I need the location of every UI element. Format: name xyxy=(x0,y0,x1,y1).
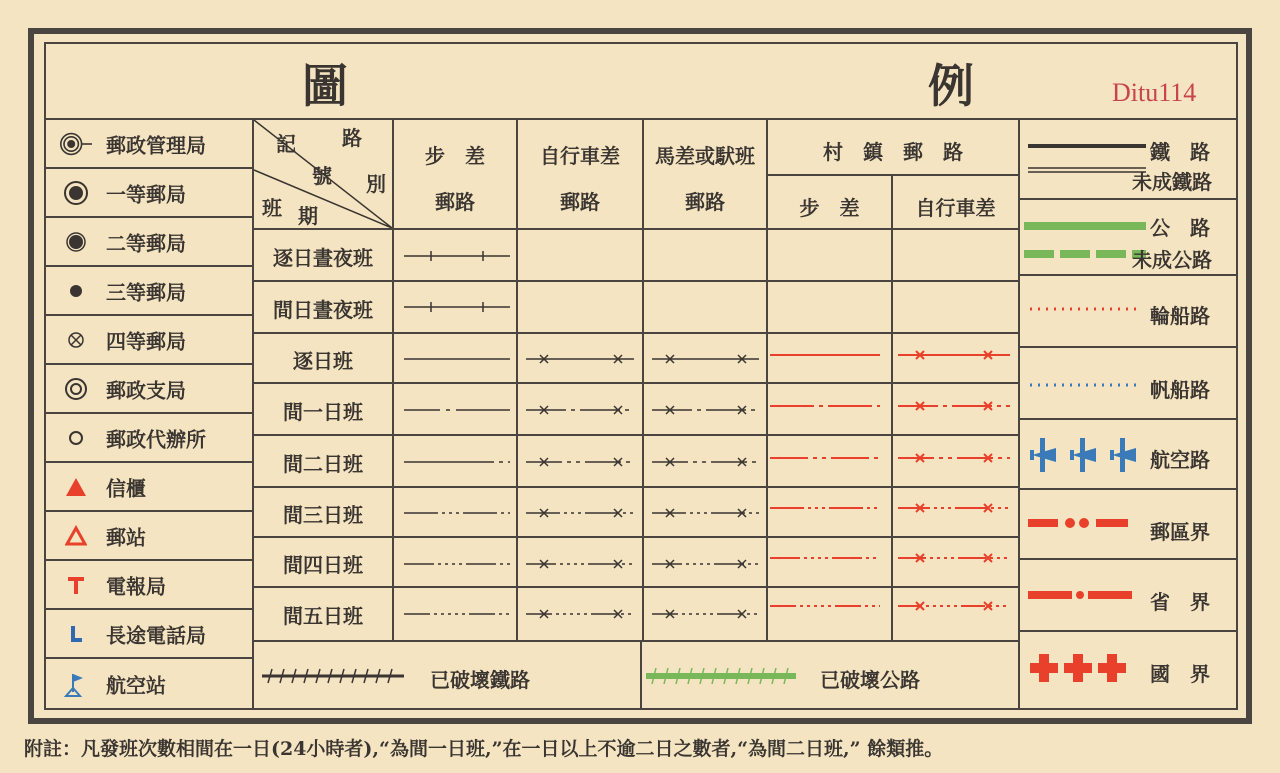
header-bicycle-line2: 郵路 xyxy=(560,190,600,214)
legend-label: 三等郵局 xyxy=(106,280,186,304)
province-boundary-symbol xyxy=(1028,588,1138,602)
first-class-post-office-icon xyxy=(60,177,92,209)
sailboat-symbol xyxy=(1030,380,1140,390)
legend-row xyxy=(46,267,252,316)
legend-label: 長途電話局 xyxy=(106,623,206,647)
postal-branch-icon xyxy=(60,373,92,405)
legend-row xyxy=(46,463,252,512)
row-label: 間日晝夜班 xyxy=(273,298,373,322)
corner-label-ji: 記 xyxy=(276,132,296,156)
postal-district-symbol xyxy=(1028,516,1138,530)
bottom-divider xyxy=(640,642,642,708)
header-foot-line1: 步 差 xyxy=(425,144,485,168)
corner-label-hao: 號 xyxy=(312,164,332,188)
postal-route-grid xyxy=(254,120,1018,640)
row-label: 逐日班 xyxy=(293,349,353,373)
airplane-icon xyxy=(1026,434,1144,476)
railway-symbol xyxy=(1028,138,1146,178)
postal-administration-icon xyxy=(60,128,92,160)
legend-row xyxy=(46,561,252,610)
legend-label: 二等郵局 xyxy=(106,231,186,255)
destroyed-railway-symbol xyxy=(262,666,404,686)
destroyed-highway-symbol xyxy=(646,666,796,686)
row-label: 間五日班 xyxy=(283,604,363,628)
telegraph-office-icon xyxy=(60,569,92,601)
long-distance-telephone-icon xyxy=(60,618,92,650)
postal-station-icon xyxy=(60,520,92,552)
steamship-symbol xyxy=(1030,304,1140,314)
legend-label: 一等郵局 xyxy=(106,182,186,206)
legend-row-national xyxy=(1020,632,1236,708)
title-char-1: 圖 xyxy=(302,59,350,113)
legend-label: 郵政代辦所 xyxy=(106,427,206,451)
province-label: 省 界 xyxy=(1150,590,1210,614)
legend-row-railway xyxy=(1020,120,1236,200)
legend-row xyxy=(46,169,252,218)
national-boundary-symbol xyxy=(1030,654,1130,684)
row-label: 逐日晝夜班 xyxy=(273,246,373,270)
railway-unfinished-label: 未成鐵路 xyxy=(1132,170,1212,194)
post-office-legend xyxy=(46,120,254,708)
air-station-icon xyxy=(60,668,92,700)
footnote: 附註：凡發班次數相間在一日(24小時者),“為間一日班,”在一日以上不逾二日之數者,“為間二日班,” 餘類推。 xyxy=(24,738,944,760)
legend-row-airway xyxy=(1020,420,1236,490)
national-label: 國 界 xyxy=(1150,662,1210,686)
legend-row-postal-district xyxy=(1020,490,1236,560)
title-char-2: 例 xyxy=(928,59,976,113)
corner-label-lu: 路 xyxy=(342,126,362,150)
row-label: 間一日班 xyxy=(283,400,363,424)
legend-row xyxy=(46,365,252,414)
corner-label-ban: 班 xyxy=(262,196,282,220)
legend-label: 信櫃 xyxy=(106,476,146,500)
legend-row xyxy=(46,659,252,708)
watermark: Ditu114 xyxy=(1112,78,1197,107)
second-class-post-office-icon xyxy=(60,226,92,258)
legend-label: 郵站 xyxy=(106,525,146,549)
legend-label: 四等郵局 xyxy=(106,329,186,353)
postal-agency-icon xyxy=(60,422,92,454)
steamship-label: 輪船路 xyxy=(1150,304,1210,328)
row-label: 間二日班 xyxy=(283,452,363,476)
legend-label: 郵政支局 xyxy=(106,378,186,402)
legend-row-sailboat xyxy=(1020,348,1236,420)
header-bicycle-line1: 自行車差 xyxy=(540,144,620,168)
airway-label: 航空路 xyxy=(1150,448,1210,472)
legend-row xyxy=(46,414,252,463)
header-village: 村 鎮 郵 路 xyxy=(823,140,963,164)
fourth-class-post-office-icon xyxy=(60,324,92,356)
third-class-post-office-icon xyxy=(60,275,92,307)
corner-label-qi: 期 xyxy=(298,204,318,228)
highway-symbol xyxy=(1024,216,1148,262)
sailboat-label: 帆船路 xyxy=(1150,378,1210,402)
railway-label: 鐵 路 xyxy=(1150,140,1210,164)
highway-unfinished-label: 未成公路 xyxy=(1132,248,1212,272)
legend-label: 電報局 xyxy=(106,574,166,598)
legend-row xyxy=(46,512,252,561)
legend-row-steamship xyxy=(1020,276,1236,348)
corner-label-bie: 別 xyxy=(366,172,386,196)
legend-row-province xyxy=(1020,560,1236,632)
row-label: 間四日班 xyxy=(283,553,363,577)
header-village-foot: 步 差 xyxy=(799,196,860,220)
postal-district-label: 郵區界 xyxy=(1150,520,1210,544)
legend-label: 航空站 xyxy=(106,673,166,697)
header-village-bicycle: 自行車差 xyxy=(915,196,996,220)
highway-label: 公 路 xyxy=(1150,216,1210,240)
row-label: 間三日班 xyxy=(283,503,363,527)
route-type-legend xyxy=(1018,120,1236,708)
header-foot-line2: 郵路 xyxy=(435,190,475,214)
legend-row xyxy=(46,610,252,659)
legend-row xyxy=(46,120,252,169)
destroyed-highway-label: 已破壞公路 xyxy=(820,668,920,692)
legend-row-highway xyxy=(1020,200,1236,276)
header-horse-line2: 郵路 xyxy=(685,190,725,214)
legend-label: 郵政管理局 xyxy=(106,133,206,157)
destroyed-routes-row xyxy=(254,640,1018,708)
route-line-samples xyxy=(254,120,1018,640)
legend-row xyxy=(46,218,252,267)
legend-row xyxy=(46,316,252,365)
header-horse-line1: 馬差或䭾班 xyxy=(655,144,755,168)
destroyed-railway-label: 已破壞鐵路 xyxy=(430,668,530,692)
post-box-icon xyxy=(60,471,92,503)
